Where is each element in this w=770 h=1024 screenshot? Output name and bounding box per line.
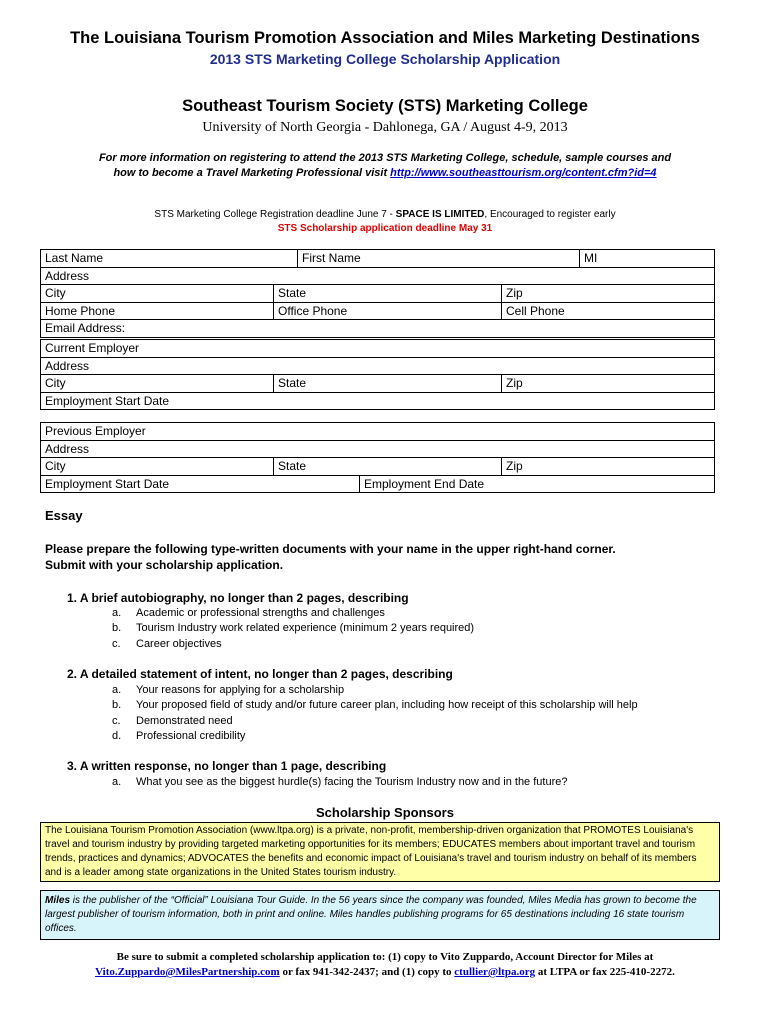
item-letter: b. (112, 699, 122, 712)
item-text: Tourism Industry work related experience (minimum 2 years required) (136, 622, 475, 635)
list-item (112, 606, 474, 621)
essay-instructions-line-2: Submit with your scholarship application. (45, 558, 284, 572)
submission-mid: or fax 941-342-2437; and (1) copy to (279, 966, 455, 978)
current-state-field[interactable]: State (273, 375, 501, 392)
list-item (112, 714, 638, 729)
previous-city-row (41, 457, 714, 475)
current-employer-row (41, 340, 714, 357)
item-text: Professional credibility (136, 729, 246, 742)
list-item (112, 729, 638, 744)
previous-employer-row (41, 423, 714, 440)
sts-website-link[interactable]: http://www.southeasttourism.org/content.cfm?id=4 (390, 167, 657, 179)
current-employer-form (40, 339, 715, 410)
miles-description: is the publisher of the “Official” Louisiana Tour Guide. In the 56 years since the company was founded, Miles Media has grown to become the largest publisher of tourism information, both in print and online. Miles handles publishing programs for 65 destinations including 16 state tourism offices. (45, 895, 697, 934)
vito-email-link[interactable]: Vito.Zuppardo@MilesPartnership.com (95, 966, 280, 978)
phone-row (41, 302, 714, 320)
home-phone-field[interactable]: Home Phone (45, 303, 116, 318)
deadline-suffix: , Encouraged to register early (484, 209, 616, 220)
essay-heading: Essay (45, 508, 83, 523)
previous-dates-row (41, 475, 714, 493)
email-row (41, 319, 714, 337)
list-item (112, 698, 638, 713)
current-address-field[interactable]: Address (45, 358, 90, 373)
info-line-1: For more information on registering to attend the 2013 STS Marketing College, schedule, sample courses and (98, 152, 672, 164)
current-address-row (41, 357, 714, 375)
question-1: 1. A brief autobiography, no longer than 2 pages, describing (67, 591, 409, 605)
submission-instructions (0, 950, 770, 980)
sponsors-heading: Scholarship Sponsors (316, 805, 454, 820)
deadline-prefix: STS Marketing College Registration deadline June 7 - (154, 209, 396, 220)
previous-end-date-field[interactable]: Employment End Date (359, 476, 714, 493)
previous-city-field[interactable]: City (45, 459, 66, 473)
question-2: 2. A detailed statement of intent, no longer than 2 pages, describing (67, 667, 453, 681)
previous-start-date-field[interactable]: Employment Start Date (45, 476, 170, 491)
address-row (41, 267, 714, 285)
document-title: The Louisiana Tourism Promotion Association and Miles Marketing Destinations (70, 29, 700, 47)
question-1-items (112, 606, 474, 652)
registration-deadline (0, 209, 770, 220)
item-text: What you see as the biggest hurdle(s) facing the Tourism Industry now and in the future? (136, 776, 568, 788)
previous-address-row (41, 440, 714, 458)
mi-field[interactable]: MI (579, 250, 714, 267)
name-row (41, 250, 714, 267)
current-start-row (41, 392, 714, 410)
list-item (112, 621, 474, 636)
address-field[interactable]: Address (45, 268, 90, 283)
item-letter: d. (112, 729, 122, 742)
submission-end: at LTPA or fax 225-410-2272. (535, 966, 675, 978)
office-phone-field[interactable]: Office Phone (273, 303, 501, 320)
submission-line-2 (0, 965, 770, 980)
item-text: Career objectives (136, 637, 222, 650)
last-name-field[interactable]: Last Name (45, 251, 104, 265)
previous-employer-field[interactable]: Previous Employer (45, 424, 146, 438)
item-letter: a. (112, 607, 122, 619)
list-item (112, 683, 638, 698)
ctullier-email-link[interactable]: ctullier@ltpa.org (454, 966, 536, 978)
item-letter: b. (112, 622, 122, 635)
document-subtitle: 2013 STS Marketing College Scholarship Application (209, 51, 561, 67)
email-field[interactable]: Email Address: (45, 321, 126, 335)
personal-info-form (40, 249, 715, 338)
city-row (41, 284, 714, 302)
miles-name: Miles (45, 895, 71, 906)
submission-line-1: Be sure to submit a completed scholarship application to: (1) copy to Vito Zuppardo, Account Director for Miles at (116, 951, 654, 963)
college-location: University of North Georgia - Dahlonega, GA / August 4-9, 2013 (202, 120, 568, 135)
item-letter: c. (112, 714, 121, 727)
essay-instructions (45, 541, 616, 573)
current-start-date-field[interactable]: Employment Start Date (45, 393, 170, 408)
info-line-2-prefix: how to become a Travel Marketing Professional visit (113, 167, 391, 179)
item-text: Your proposed field of study and/or future career plan, including how receipt of this scholarship will help (136, 699, 638, 712)
item-text: Demonstrated need (136, 714, 233, 727)
question-3: 3. A written response, no longer than 1 page, describing (67, 759, 387, 773)
current-zip-field[interactable]: Zip (501, 375, 714, 392)
info-paragraph (0, 151, 770, 181)
current-city-field[interactable]: City (45, 376, 66, 390)
previous-zip-field[interactable]: Zip (501, 458, 714, 475)
item-text: Academic or professional strengths and challenges (136, 607, 385, 619)
first-name-field[interactable]: First Name (297, 250, 579, 267)
previous-employer-form (40, 422, 715, 493)
current-employer-field[interactable]: Current Employer (45, 341, 140, 355)
item-text: Your reasons for applying for a scholarship (136, 684, 345, 696)
question-3-items (112, 775, 567, 790)
item-letter: c. (112, 637, 121, 650)
item-letter: a. (112, 684, 122, 696)
zip-field[interactable]: Zip (501, 285, 714, 302)
scholarship-deadline: STS Scholarship application deadline May 31 (277, 223, 493, 234)
space-limited: SPACE IS LIMITED (395, 209, 485, 220)
current-city-row (41, 374, 714, 392)
list-item (112, 637, 474, 652)
ltpa-sponsor-box: The Louisiana Tourism Promotion Association (www.ltpa.org) is a private, non-profit, membership-driven organization that PROMOTES Louisiana's travel and tourism industry by providing targeted marketing opportunities for its members; EDUCATES members about important travel and tourism trends, practices and dynamics; ADVOCATES the benefits and economic impact of Louisiana's travel and tourism industry on behalf of its members and is a leader among state organizations in the United States tourism industry. (40, 822, 720, 882)
item-letter: a. (112, 776, 122, 788)
previous-address-field[interactable]: Address (45, 441, 90, 456)
cell-phone-field[interactable]: Cell Phone (501, 303, 714, 320)
miles-sponsor-box (40, 890, 720, 940)
previous-state-field[interactable]: State (273, 458, 501, 475)
question-2-items (112, 683, 638, 744)
state-field[interactable]: State (273, 285, 501, 302)
essay-instructions-line-1: Please prepare the following type-written documents with your name in the upper right-hand corner. (45, 542, 616, 556)
college-title: Southeast Tourism Society (STS) Marketing College (182, 97, 588, 115)
city-field[interactable]: City (45, 286, 66, 300)
info-line-2 (0, 166, 770, 181)
list-item (112, 775, 567, 790)
